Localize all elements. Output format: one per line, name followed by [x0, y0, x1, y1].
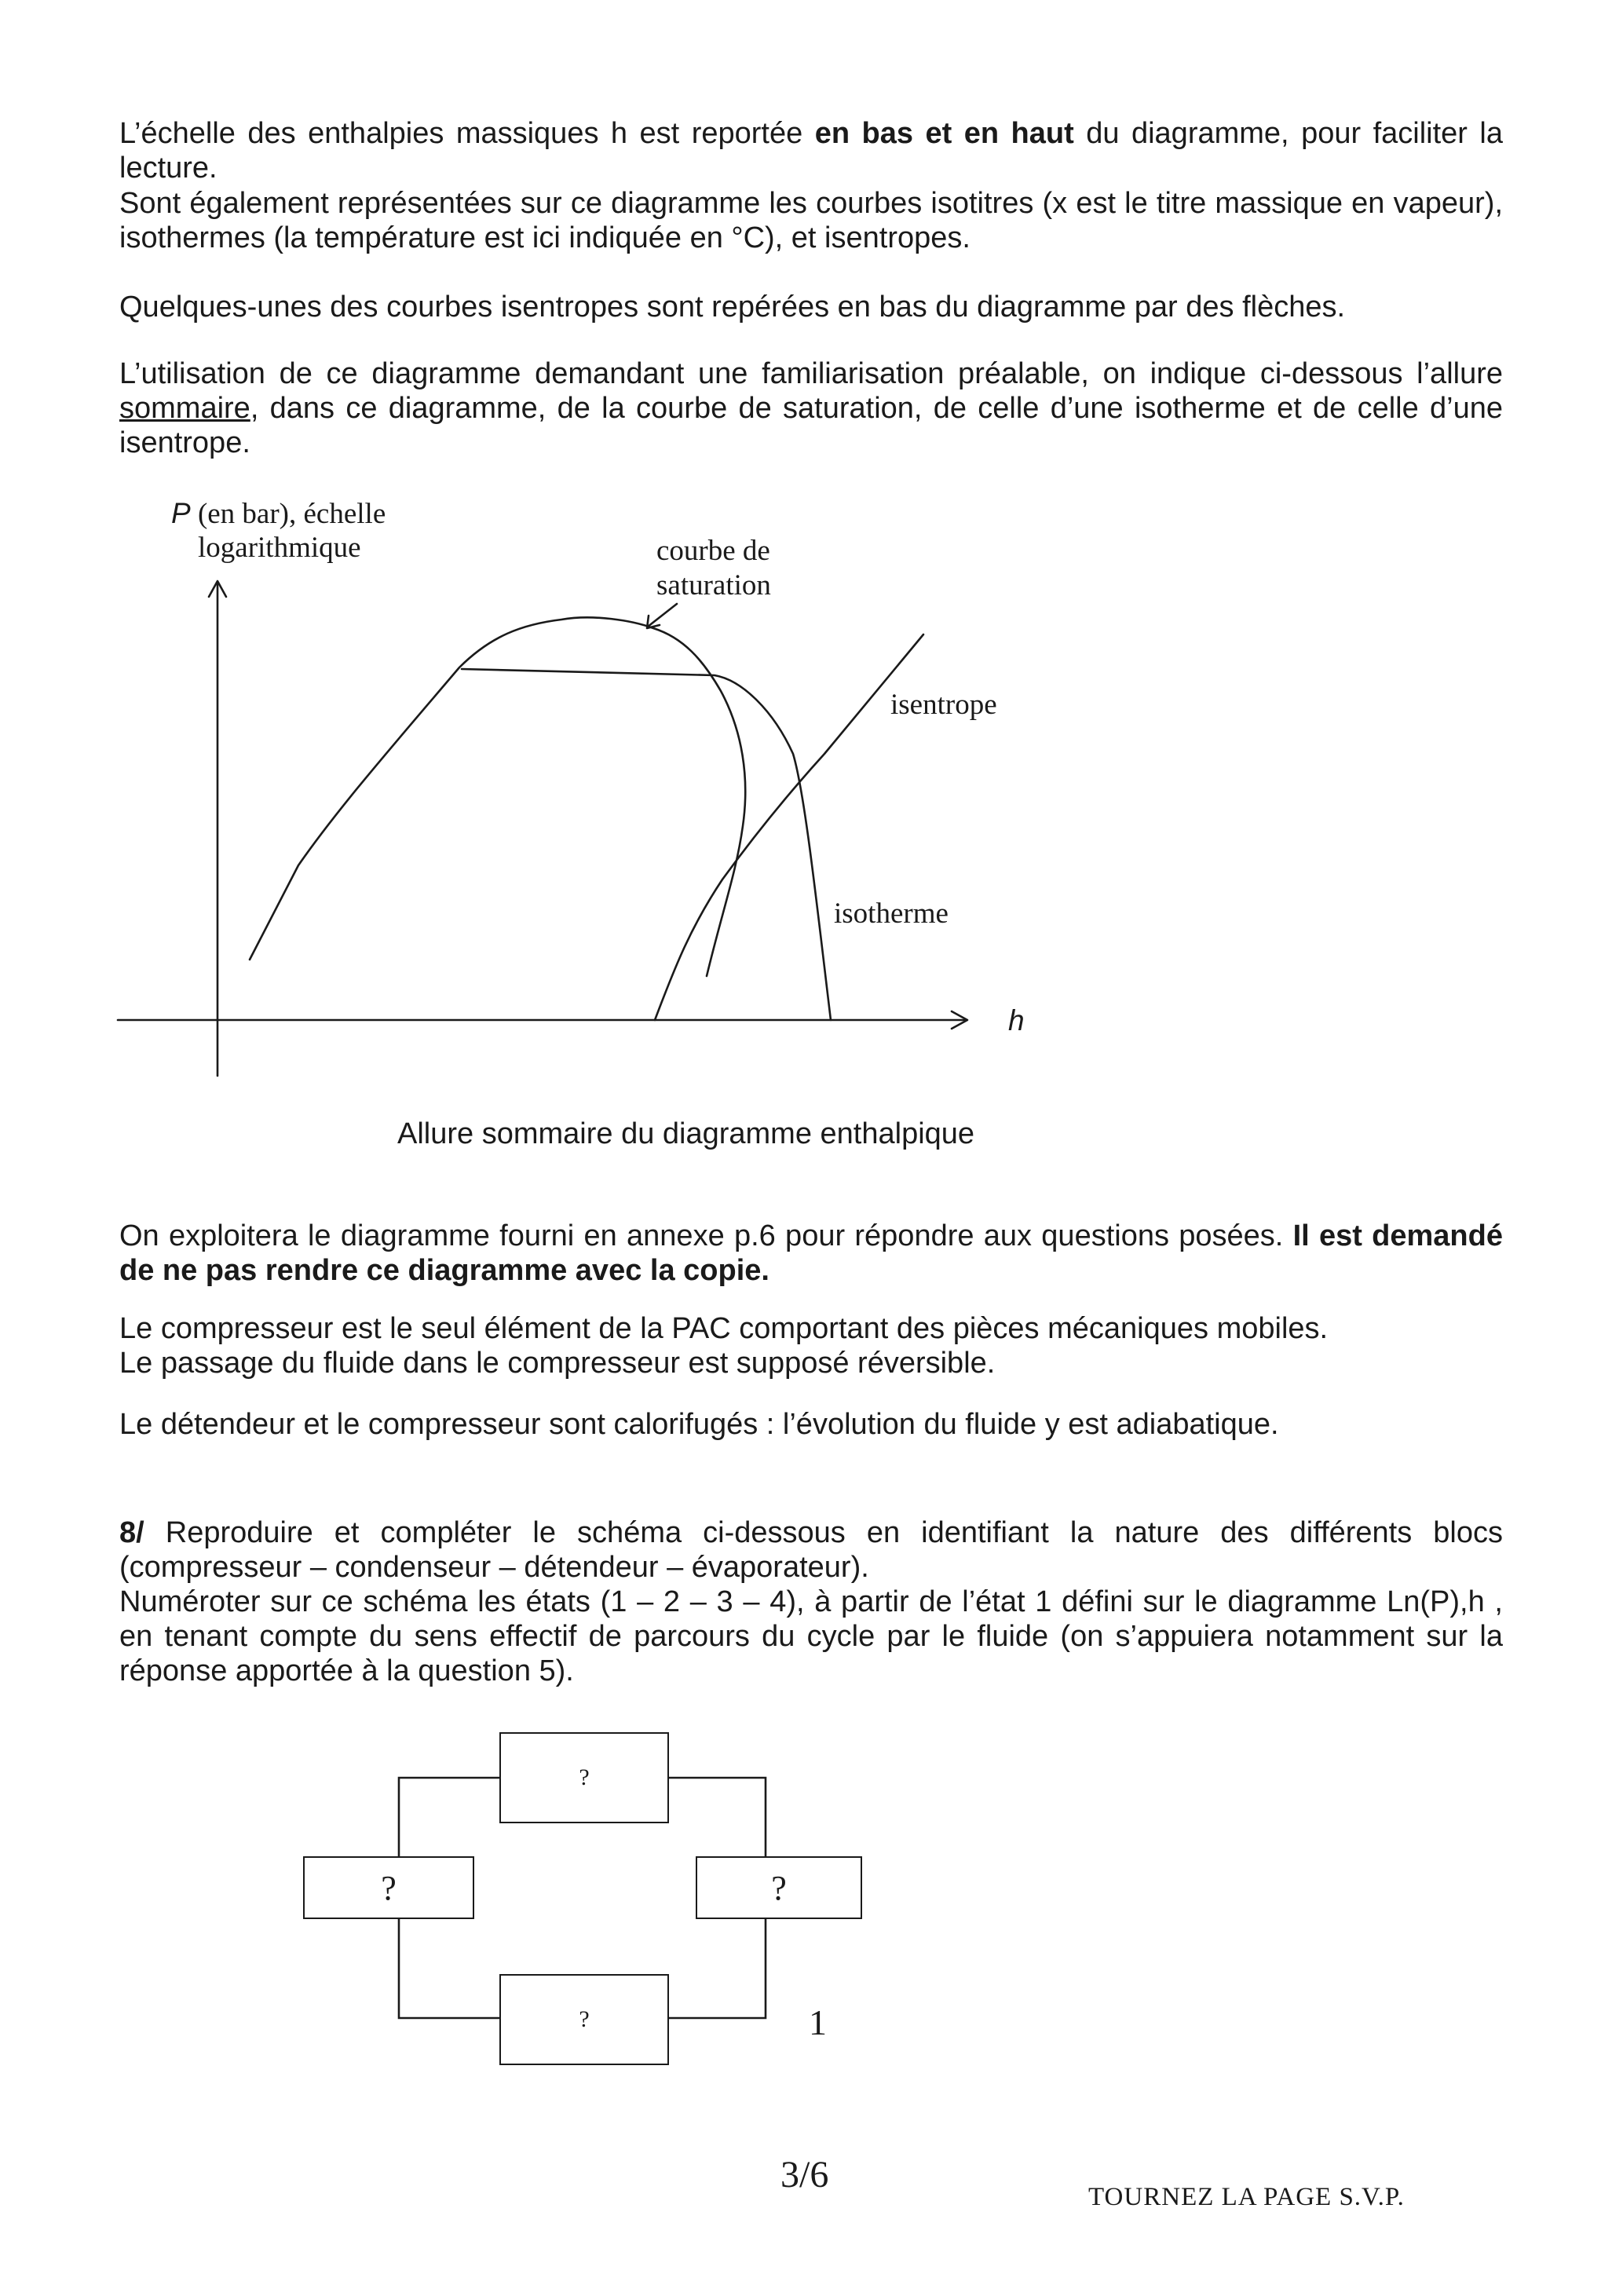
question-8-number: 8/ — [119, 1516, 144, 1549]
isotherm-curve — [462, 669, 831, 1020]
y-axis-label-line2: logarithmique — [198, 532, 361, 564]
saturation-label-line1: courbe de — [656, 535, 770, 567]
instructions-p5-text-b: . — [761, 1254, 769, 1287]
isentrope-curve — [655, 634, 923, 1020]
saturation-curve — [250, 617, 745, 976]
isotherme-label: isotherme — [834, 898, 949, 930]
instructions-paragraph-3 — [119, 1407, 1503, 1442]
x-axis-label: h — [1008, 1004, 1025, 1036]
y-axis-label-line1 — [171, 496, 386, 532]
question-8-paragraph-1 — [119, 1515, 1503, 1585]
page-number: 3/6 — [780, 2154, 829, 2195]
instructions-p5-text-a: On exploitera le diagramme fourni en annexe p.6 pour répondre aux questions posées. — [119, 1219, 1293, 1252]
instructions-p5-bold: Il est demandé de ne pas rendre ce diagramme avec la copie — [119, 1219, 1503, 1287]
y-axis-label-text-1: (en bar), échelle — [197, 498, 386, 530]
schema-bottom-box: ? — [499, 1974, 669, 2065]
question-8-paragraph-2 — [119, 1585, 1503, 1688]
intro-p2-text: Sont également représentées sur ce diagramme les courbes isotitres (x est le titre massique en vapeur), isothermes (la température est ici indiquée en °C), et isentropes. — [119, 187, 1503, 254]
intro-p1-text-b: du diagramme, pour faciliter la lecture. — [119, 117, 1504, 185]
intro-p1-text-a: L’échelle des enthalpies massiques h est reportée — [119, 117, 815, 150]
schema-top-box: ? — [499, 1732, 669, 1823]
y-axis-symbol: P — [171, 497, 191, 529]
instructions-paragraph-2 — [119, 1311, 1503, 1380]
question-8-text-a: Reproduire et compléter le schéma ci-dessous en identifiant la nature des différents blocs (compresseur – condenseur – détendeur – évaporateur). — [119, 1516, 1503, 1584]
saturation-label-line2: saturation — [656, 569, 771, 601]
question-8-text-b: Numéroter sur ce schéma les états (1 – 2 – 3 – 4), à partir de l’état 1 défini sur le diagramme Ln(P),h , en tenant compte du sens effectif de parcours du cycle par le fluide (on s’appuiera notamment sur la réponse apportée à la question 5). — [119, 1585, 1503, 1687]
intro-p4-text-a: L’utilisation de ce diagramme demandant une familiarisation préalable, on indique ci-dessous l’allure — [119, 357, 1503, 390]
figure-caption: Allure sommaire du diagramme enthalpique — [397, 1117, 975, 1150]
instructions-p6-line2: Le passage du fluide dans le compresseur est supposé réversible. — [119, 1347, 996, 1380]
saturation-label-arrow — [648, 604, 677, 627]
isentrope-label: isentrope — [890, 689, 997, 721]
schema-left-box: ? — [303, 1856, 474, 1919]
schema-state-label: 1 — [809, 2002, 827, 2042]
instructions-paragraph-1 — [119, 1219, 1503, 1288]
intro-p1-bold: en bas et en haut — [814, 117, 1074, 150]
schema-right-box: ? — [696, 1856, 862, 1919]
instructions-p6-line1: Le compresseur est le seul élément de la PAC comportant des pièces mécaniques mobiles. — [119, 1312, 1329, 1345]
instructions-p7-text: Le détendeur et le compresseur sont calorifugés : l’évolution du fluide y est adiabatique. — [119, 1408, 1279, 1441]
intro-p4-text-b: , dans ce diagramme, de la courbe de saturation, de celle d’une isotherme et de celle d’une isentrope. — [119, 392, 1503, 459]
intro-p3-text: Quelques-unes des courbes isentropes sont repérées en bas du diagramme par des flèches. — [119, 291, 1346, 324]
turn-page-notice: TOURNEZ LA PAGE S.V.P. — [1088, 2183, 1405, 2211]
intro-p4-underlined: sommaire — [119, 392, 250, 425]
